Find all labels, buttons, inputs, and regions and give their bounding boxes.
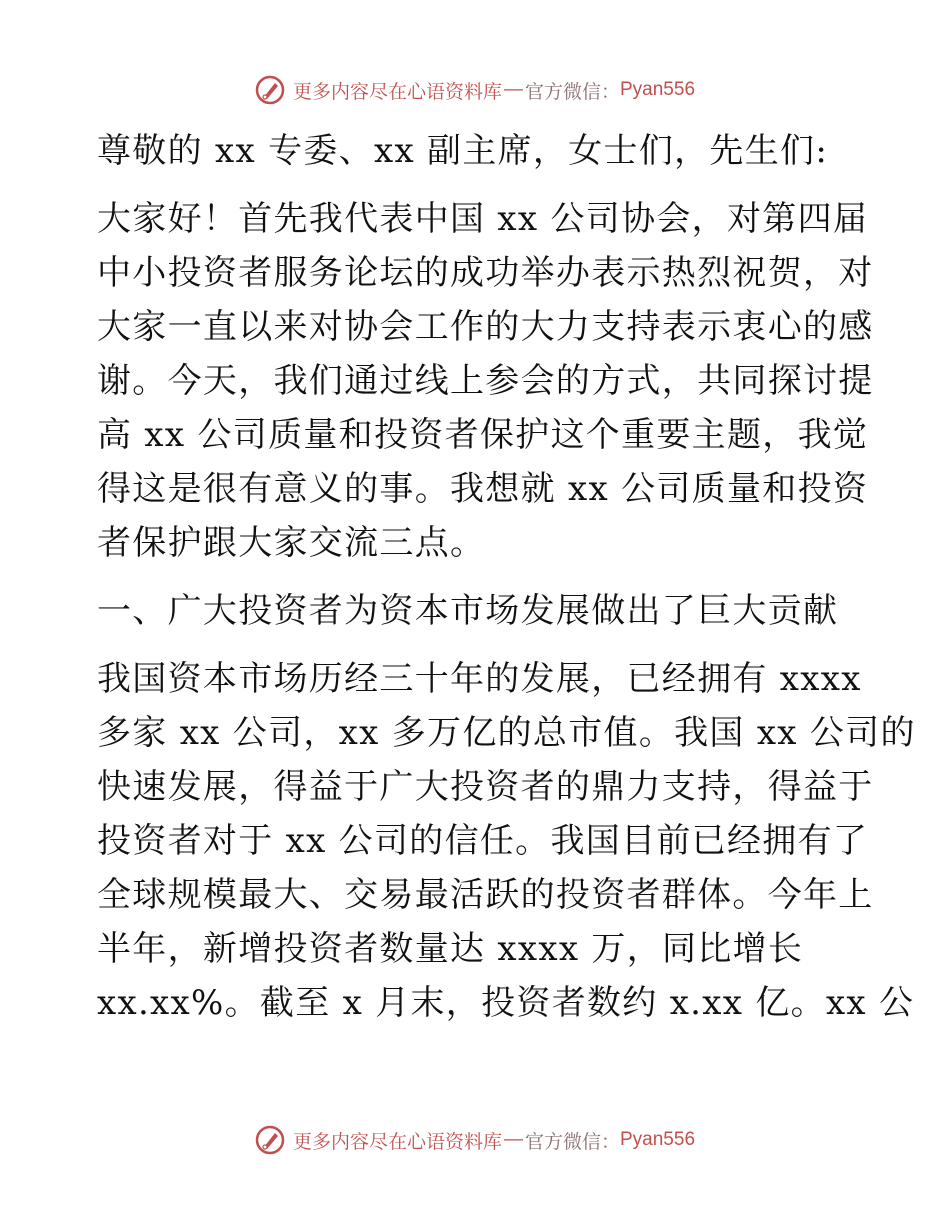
- watermark-separator: —: [503, 1129, 523, 1150]
- watermark-wechat-label: 官方微信：: [524, 1131, 620, 1153]
- text-line: 谢。今天，我们通过线上参会的方式，共同探讨提: [97, 361, 874, 401]
- intro-paragraph: [97, 192, 874, 570]
- watermark-wechat-id: Pyan556: [620, 1129, 696, 1150]
- header-watermark: [0, 70, 950, 110]
- section-heading: [97, 584, 857, 638]
- text-line: 高 xx 公司质量和投资者保护这个重要主题，我觉: [97, 415, 869, 455]
- text-line: 尊敬的 xx 专委、xx 副主席，女士们，先生们:: [97, 131, 829, 171]
- text-line: 投资者对于 xx 公司的信任。我国目前已经拥有了: [97, 821, 869, 861]
- text-line: 者保护跟大家交流三点。: [97, 523, 486, 563]
- text-line: 我国资本市场历经三十年的发展，已经拥有 xxxx: [97, 659, 862, 699]
- document-body: [97, 124, 916, 1030]
- text-line: 半年，新增投资者数量达 xxxx 万，同比增长: [97, 929, 804, 969]
- watermark-wechat-label: 官方微信：: [524, 81, 620, 103]
- watermark-wechat-id: Pyan556: [620, 79, 696, 100]
- watermark-site-text: 更多内容尽在心语资料库: [292, 81, 502, 103]
- text-line: 多家 xx 公司，xx 多万亿的总市值。我国 xx 公司的: [97, 713, 916, 753]
- quill-logo-icon: [255, 75, 285, 105]
- text-line: 得这是很有意义的事。我想就 xx 公司质量和投资: [97, 469, 869, 509]
- quill-logo-icon: [255, 1125, 285, 1155]
- watermark-separator: —: [503, 79, 523, 100]
- text-line: 全球规模最大、交易最活跃的投资者群体。今年上: [97, 875, 874, 915]
- text-line: 快速发展，得益于广大投资者的鼎力支持，得益于: [97, 767, 874, 807]
- text-line: xx.xx%。截至 x 月末，投资者数约 x.xx 亿。xx 公: [97, 983, 915, 1023]
- salutation: [97, 124, 857, 178]
- watermark-site-text: 更多内容尽在心语资料库: [292, 1131, 502, 1153]
- text-line: 中小投资者服务论坛的成功举办表示热烈祝贺，对: [97, 253, 874, 293]
- text-line: 大家一直以来对协会工作的大力支持表示衷心的感: [97, 307, 874, 347]
- section-paragraph: [97, 652, 916, 1030]
- text-line: 一、广大投资者为资本市场发展做出了巨大贡献: [97, 591, 839, 631]
- text-line: 大家好！首先我代表中国 xx 公司协会，对第四届: [97, 199, 869, 239]
- footer-watermark: [0, 1120, 950, 1160]
